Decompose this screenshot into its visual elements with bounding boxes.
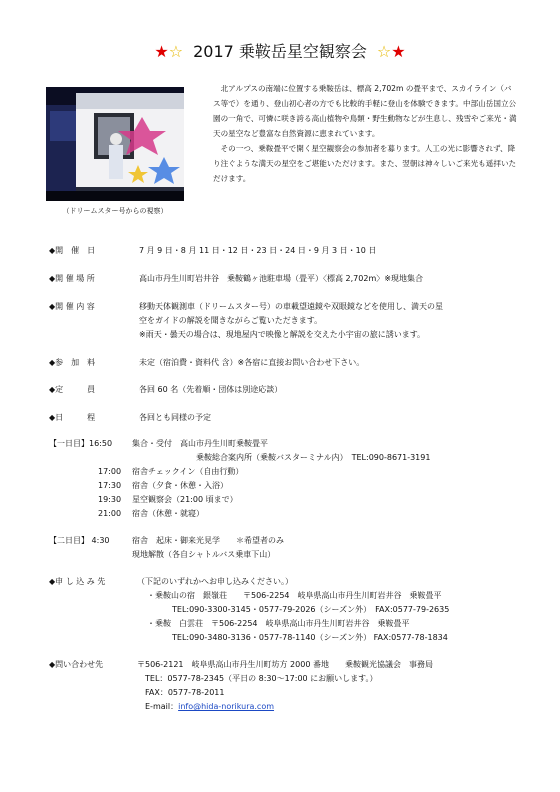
intro-paragraph: その一つ、乗鞍畳平で開く星空観察会の参加者を募ります。人工の光に影響されず、降り注ぐような満天の星空をご堪能いただけます。また、翌朝は神々しいご来光も遥拝いただけます。 bbox=[213, 144, 517, 183]
content-line: ※雨天・曇天の場合は、現地屋内で映像と解説を交えた小宇宙の旅に誘います。 bbox=[139, 330, 426, 339]
email-label: E-mail： bbox=[145, 702, 179, 711]
day1-time: 17:30 bbox=[98, 481, 122, 490]
content-label: ◆開 催 内 容 bbox=[49, 302, 95, 311]
title-star-left-1: ★ bbox=[154, 42, 169, 61]
day2-item: 宿舎 起床・御来光見学 ＊希望者のみ bbox=[132, 536, 284, 545]
dates-value: 7 月 9 日・8 月 11 日・12 日・23 日・24 日・9 月 3 日・10 日 bbox=[139, 246, 377, 255]
apply-entry-phone: TEL:090-3300-3145・0577-79-2026（シーズン外） FAX:0577-79-2635 bbox=[172, 605, 450, 614]
apply-label: ◆申 し 込 み 先 bbox=[49, 577, 106, 586]
day1-item: 宿舎（休憩・就寝） bbox=[132, 509, 204, 518]
contact-address: 〒506-2121 岐阜県高山市丹生川町坊方 2000 番地 乗鞍観光協議会 事務局 bbox=[137, 660, 433, 669]
dream-star-photo bbox=[46, 87, 184, 201]
title-star-right-1: ☆ bbox=[376, 42, 392, 61]
contact-tel: TEL：0577-78-2345（平日の 8:30～17:00 にお願いします。） bbox=[145, 674, 378, 683]
venue-label: ◆開 催 場 所 bbox=[49, 274, 95, 283]
fee-value: 未定（宿泊費・資料代 含）※各宿に直接お問い合わせ下さい。 bbox=[139, 358, 365, 367]
fee-label: ◆参 加 料 bbox=[49, 358, 96, 367]
apply-entry: ・乗鞍山の宿 銀嶺荘 〒506-2254 岐阜県高山市丹生川町岩井谷 乗鞍畳平 bbox=[147, 591, 442, 600]
contact-fax: FAX：0577-78-2011 bbox=[145, 688, 225, 697]
title-text: 2017 乗鞍岳星空観察会 bbox=[193, 42, 367, 61]
email-link[interactable]: info@hida-norikura.com bbox=[178, 702, 275, 711]
day2-item: 現地解散（各自シャトルバス乗車下山） bbox=[132, 550, 276, 559]
capacity-value: 各回 60 名（先着順・団体は別途応談） bbox=[139, 385, 283, 394]
day1-item: 宿舎（夕食・休憩・入浴） bbox=[132, 481, 228, 490]
title-star-left-2: ☆ bbox=[168, 42, 184, 61]
content-line: 空をガイドの解説を聞きながらご覧いただきます。 bbox=[139, 316, 323, 325]
content-line: 移動天体観測車（ドリームスター号）の車載望遠鏡や双眼鏡などを使用し、満天の星 bbox=[139, 302, 443, 311]
schedule-label: ◆日 程 bbox=[49, 413, 96, 422]
apply-intro: （下記のいずれかへお申し込みください。） bbox=[137, 577, 293, 586]
day1-time: 19:30 bbox=[98, 495, 122, 504]
day2-heading: 【二日目】 4:30 bbox=[49, 536, 110, 545]
intro-paragraph: 北アルプスの南端に位置する乗鞍岳は、標高 2,702m の畳平まで、スカイライン（バス等で）を通り、登山初心者の方でも比較的手軽に登山を体験できます。中部山岳国立公園の一角で、可憐に咲き誇る高山植物や鳥類・野生動物などが生息し、残雪やご来光・満天の星空など豊富な自然資源に恵まれています。 bbox=[213, 84, 517, 138]
photo-caption: （ドリームスター号からの視察） bbox=[62, 207, 168, 215]
capacity-label: ◆定 員 bbox=[49, 385, 96, 394]
day1-item: 集合・受付 高山市丹生川町乗鞍畳平 bbox=[132, 439, 268, 448]
apply-entry-phone: TEL:090-3480-3136・0577-78-1140（シーズン外） FAX:0577-78-1834 bbox=[172, 633, 448, 642]
dates-label: ◆開 催 日 bbox=[49, 246, 96, 255]
apply-entry: ・乗鞍 白雲荘 〒506-2254 岐阜県高山市丹生川町岩井谷 乗鞍畳平 bbox=[147, 619, 410, 628]
title-star-right-2: ★ bbox=[391, 42, 406, 61]
schedule-value: 各回とも同様の予定 bbox=[139, 413, 211, 422]
intro-text bbox=[213, 81, 518, 186]
page-title bbox=[0, 40, 560, 64]
contact-email-row bbox=[145, 700, 274, 714]
day1-heading: 【一日目】16:50 bbox=[49, 439, 113, 448]
day1-time: 17:00 bbox=[98, 467, 122, 476]
day1-item: 宿舎チェックイン（自由行動） bbox=[132, 467, 244, 476]
day1-time: 21:00 bbox=[98, 509, 122, 518]
day1-item: 乗鞍総合案内所（乗鞍バスターミナル内） TEL:090-8671-3191 bbox=[196, 453, 431, 462]
venue-value: 高山市丹生川町岩井谷 乗鞍鶴ヶ池駐車場（畳平）〈標高 2,702m〉※現地集合 bbox=[139, 274, 423, 283]
contact-label: ◆問い合わせ先 bbox=[49, 660, 104, 669]
day1-item: 星空観察会（21:00 頃まで） bbox=[132, 495, 238, 504]
